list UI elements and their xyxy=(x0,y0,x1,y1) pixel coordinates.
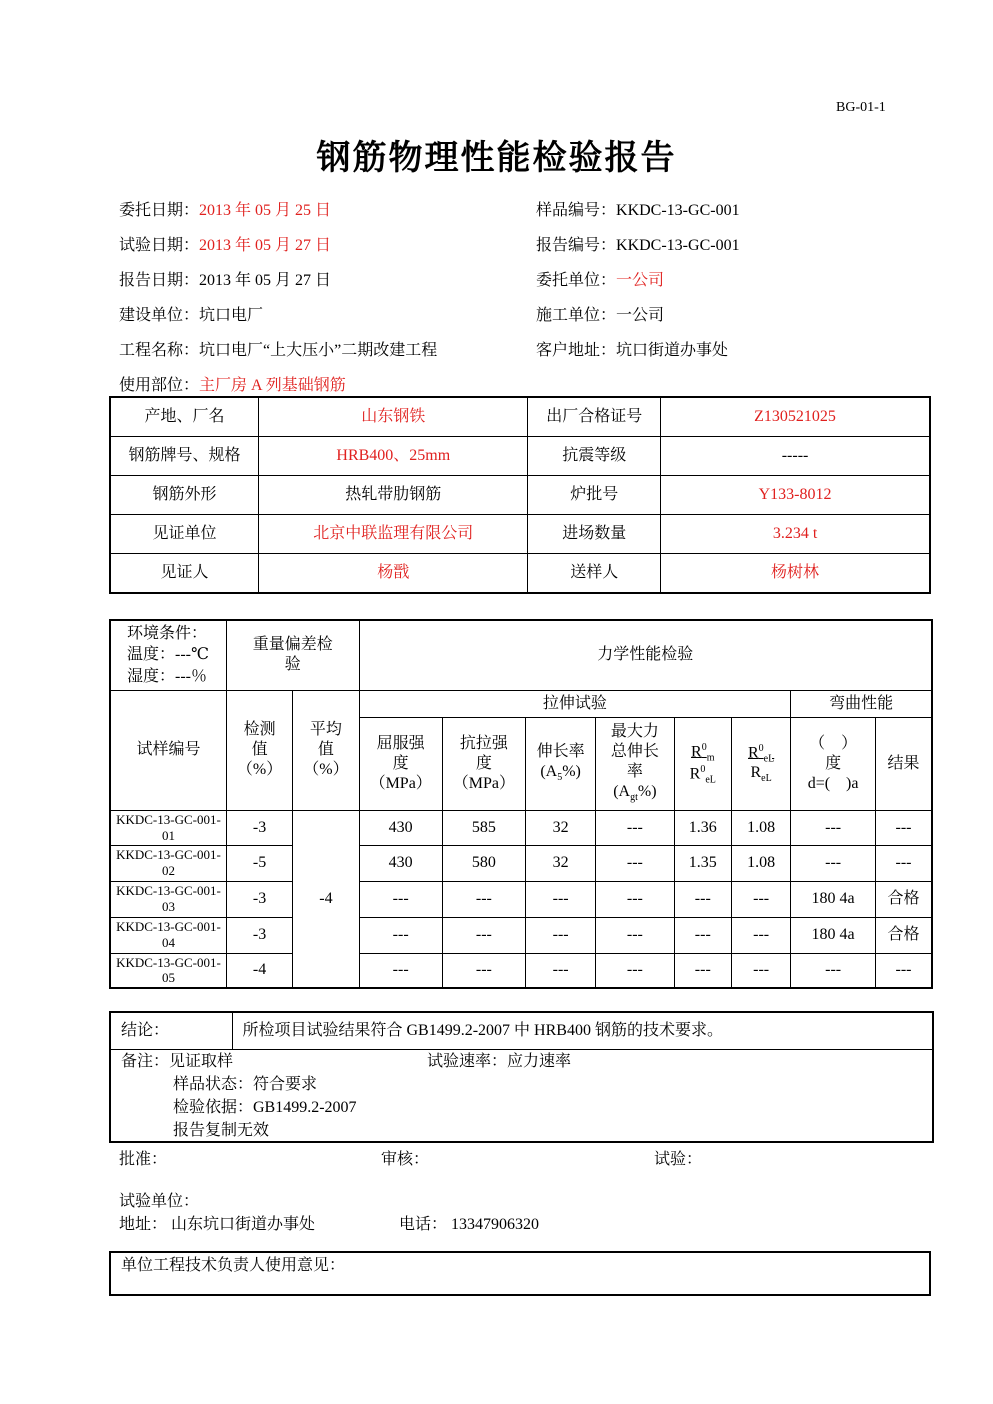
table-row xyxy=(110,397,930,437)
deviation-value: -3 xyxy=(226,917,292,953)
average-header: 平均值（%） xyxy=(293,690,359,810)
opinion-table xyxy=(109,1251,931,1296)
bend-value: --- xyxy=(791,810,876,845)
elongation-value: 32 xyxy=(526,810,596,845)
measured-header: 检测值（%） xyxy=(226,690,292,810)
material-info-table xyxy=(109,396,931,594)
max-elongation-header: 最大力总伸长率 $(A_{gt}\%)$ xyxy=(596,717,674,810)
elongation-value: --- xyxy=(526,881,596,917)
table-row xyxy=(110,554,930,594)
ratio2-header: $\frac{R^0_{eL}}{R_{eL}}$ xyxy=(731,717,790,810)
notes-label: 备注：见证取样 xyxy=(121,1052,234,1070)
yield-value: --- xyxy=(359,953,442,988)
test-results-table xyxy=(109,619,933,989)
info-value: Z130521025 xyxy=(661,397,930,437)
average-value: -4 xyxy=(293,810,359,988)
table-row xyxy=(110,515,930,554)
table-row xyxy=(110,953,932,988)
tensile-value: 580 xyxy=(442,845,525,881)
info-label: 抗震等级 xyxy=(528,437,661,476)
info-value: Y133-8012 xyxy=(661,476,930,515)
tensile-value: --- xyxy=(442,953,525,988)
copy-notice: 报告复制无效 xyxy=(173,1121,270,1139)
deviation-value: -3 xyxy=(226,810,292,845)
info-value: HRB400、25mm xyxy=(259,437,528,476)
client-address: 客户地址：坑口街道办事处 xyxy=(536,342,729,359)
table-row xyxy=(110,437,930,476)
yield-value: --- xyxy=(359,917,442,953)
sample-id: KKDC-13-GC-001-03 xyxy=(110,881,226,917)
bend-value: 180 4a xyxy=(791,881,876,917)
sample-id: KKDC-13-GC-001-01 xyxy=(110,810,226,845)
contractor: 施工单位：一公司 xyxy=(536,307,665,324)
result-value: --- xyxy=(875,845,932,881)
opinion-label: 单位工程技术负责人使用意见： xyxy=(110,1252,930,1295)
mechanical-header: 力学性能检验 xyxy=(359,620,932,690)
test-basis: 检验依据：GB1499.2-2007 xyxy=(173,1098,357,1116)
deviation-value: -3 xyxy=(226,881,292,917)
ratio1-value: 1.36 xyxy=(674,810,731,845)
review-label: 审核： xyxy=(381,1151,430,1168)
info-label: 钢筋牌号、规格 xyxy=(110,437,259,476)
info-label: 钢筋外形 xyxy=(110,476,259,515)
info-value: 杨树林 xyxy=(661,554,930,594)
table-row xyxy=(110,917,932,953)
result-value: 合格 xyxy=(875,917,932,953)
client: 委托单位：一公司 xyxy=(536,272,665,289)
tensile-strength-header: 抗拉强度（MPa） xyxy=(442,717,525,810)
yield-value: 430 xyxy=(359,845,442,881)
entrust-date: 委托日期：2013 年 05 月 25 日 xyxy=(119,202,332,219)
ratio2-value: 1.08 xyxy=(731,845,790,881)
yield-value: 430 xyxy=(359,810,442,845)
elongation-value: --- xyxy=(526,917,596,953)
agt-value: --- xyxy=(596,881,674,917)
ratio1-value: --- xyxy=(674,881,731,917)
sample-no: 样品编号：KKDC-13-GC-001 xyxy=(536,202,740,219)
conclusion-label: 结论： xyxy=(110,1012,232,1049)
sample-id: KKDC-13-GC-001-05 xyxy=(110,953,226,988)
agt-value: --- xyxy=(596,917,674,953)
deviation-value: -4 xyxy=(226,953,292,988)
info-label: 见证单位 xyxy=(110,515,259,554)
info-label: 出厂合格证号 xyxy=(528,397,661,437)
bend-value: --- xyxy=(791,953,876,988)
conclusion-table xyxy=(109,1011,934,1143)
result-value: --- xyxy=(875,953,932,988)
lab-address: 地址： 山东坑口街道办事处 xyxy=(119,1216,316,1233)
ratio1-value: --- xyxy=(674,953,731,988)
table-row xyxy=(110,845,932,881)
lab-unit: 试验单位： xyxy=(119,1193,200,1210)
info-value: 热轧带肋钢筋 xyxy=(259,476,528,515)
notes-cell xyxy=(110,1049,933,1142)
tensile-value: --- xyxy=(442,917,525,953)
table-row xyxy=(110,1012,933,1049)
elongation-value: --- xyxy=(526,953,596,988)
page-title: 钢筋物理性能检验报告 xyxy=(316,140,677,177)
deviation-value: -5 xyxy=(226,845,292,881)
info-label: 炉批号 xyxy=(528,476,661,515)
ratio2-value: --- xyxy=(731,917,790,953)
report-date: 报告日期：2013 年 05 月 27 日 xyxy=(119,272,332,289)
agt-value: --- xyxy=(596,953,674,988)
tester-label: 试验： xyxy=(654,1151,703,1168)
sample-no-header: 试样编号 xyxy=(110,690,226,810)
yield-value: --- xyxy=(359,881,442,917)
table-row xyxy=(110,881,932,917)
info-value: 杨戬 xyxy=(259,554,528,594)
table-row xyxy=(110,1049,933,1142)
ratio1-value: 1.35 xyxy=(674,845,731,881)
bend-degree-header: （ ） 度 d=( )a xyxy=(791,717,876,810)
tensile-value: --- xyxy=(442,881,525,917)
elongation-value: 32 xyxy=(526,845,596,881)
test-date: 试验日期：2013 年 05 月 27 日 xyxy=(119,237,332,254)
sample-id: KKDC-13-GC-001-04 xyxy=(110,917,226,953)
tensile-value: 585 xyxy=(442,810,525,845)
ratio2-value: --- xyxy=(731,881,790,917)
info-value: 山东钢铁 xyxy=(259,397,528,437)
result-header: 结果 xyxy=(875,717,932,810)
ratio2-value: --- xyxy=(731,953,790,988)
info-value: 北京中联监理有限公司 xyxy=(259,515,528,554)
info-label: 送样人 xyxy=(528,554,661,594)
table-row xyxy=(110,1252,930,1295)
tensile-header: 拉伸试验 xyxy=(359,690,791,717)
bending-header: 弯曲性能 xyxy=(791,690,932,717)
table-row xyxy=(110,620,932,690)
bend-value: --- xyxy=(791,845,876,881)
info-label: 进场数量 xyxy=(528,515,661,554)
info-value: ----- xyxy=(661,437,930,476)
result-value: --- xyxy=(875,810,932,845)
bend-value: 180 4a xyxy=(791,917,876,953)
ratio1-header: $\frac{R^0_m}{R^0_{eL}}$ xyxy=(674,717,731,810)
sample-state: 样品状态：符合要求 xyxy=(173,1075,318,1093)
ratio2-value: 1.08 xyxy=(731,810,790,845)
ratio1-value: --- xyxy=(674,917,731,953)
agt-value: --- xyxy=(596,810,674,845)
builder: 建设单位：坑口电厂 xyxy=(119,307,264,324)
report-no: 报告编号：KKDC-13-GC-001 xyxy=(536,237,740,254)
table-row xyxy=(110,690,932,717)
agt-value: --- xyxy=(596,845,674,881)
project-name: 工程名称：坑口电厂“上大压小”二期改建工程 xyxy=(119,342,438,359)
yield-header: 屈服强度（MPa） xyxy=(359,717,442,810)
info-value: 3.234 t xyxy=(661,515,930,554)
env-conditions: 环境条件： 温度：---℃ 湿度：---％ xyxy=(110,620,226,690)
use-location: 使用部位：主厂房 A 列基础钢筋 xyxy=(119,377,346,394)
test-rate: 试验速率：应力速率 xyxy=(427,1052,572,1070)
result-value: 合格 xyxy=(875,881,932,917)
form-code: BG-01-1 xyxy=(836,100,886,115)
weight-deviation-header: 重量偏差检验 xyxy=(226,620,359,690)
info-label: 产地、厂名 xyxy=(110,397,259,437)
table-row xyxy=(110,810,932,845)
sample-id: KKDC-13-GC-001-02 xyxy=(110,845,226,881)
info-label: 见证人 xyxy=(110,554,259,594)
lab-phone: 电话： 13347906320 xyxy=(399,1216,540,1233)
conclusion-text: 所检项目试验结果符合 GB1499.2-2007 中 HRB400 钢筋的技术要求。 xyxy=(232,1012,933,1049)
approve-label: 批准： xyxy=(119,1151,168,1168)
elongation-header: 伸长率 $(A_5\%)$ xyxy=(526,717,596,810)
table-row xyxy=(110,476,930,515)
